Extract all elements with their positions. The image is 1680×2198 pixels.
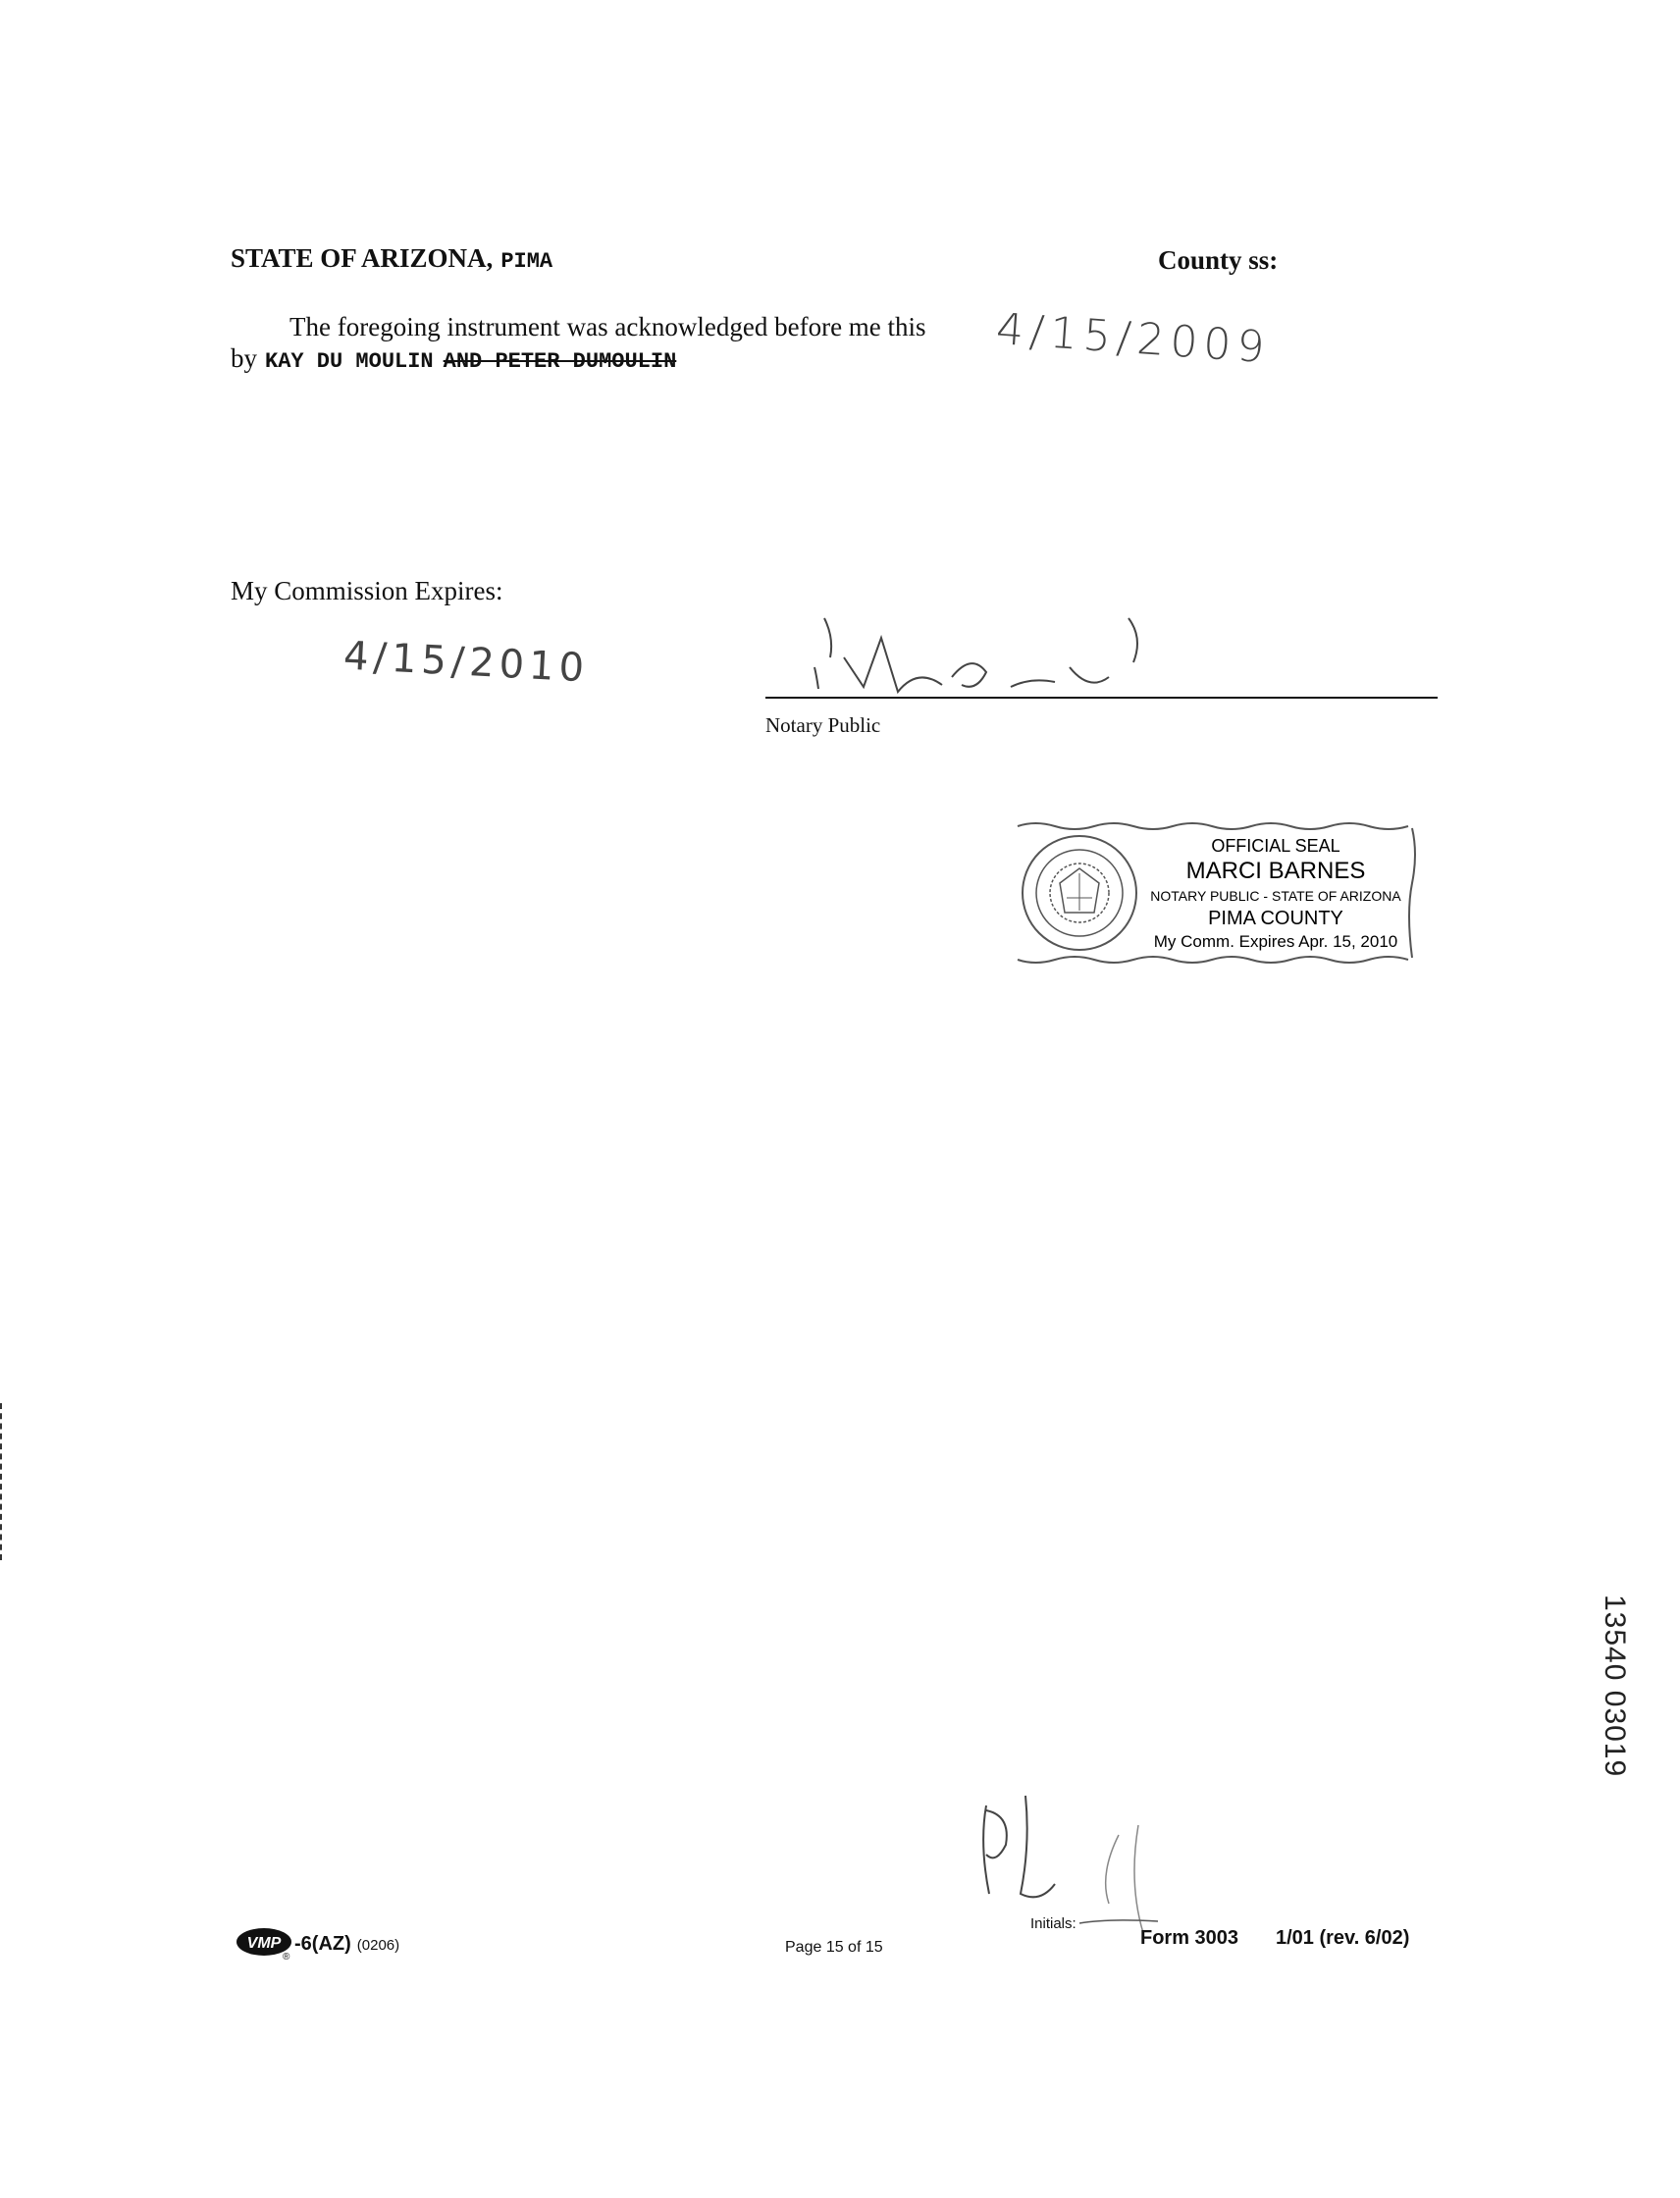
- by-prefix: by: [231, 343, 257, 373]
- form-code-date: (0206): [356, 1937, 400, 1954]
- seal-notary-name: MARCI BARNES: [1185, 858, 1366, 884]
- arizona-seal-icon: [1023, 836, 1136, 950]
- vmp-logo: [236, 1927, 292, 1965]
- page-number: Page 15 of 15: [785, 1939, 883, 1956]
- vmp-logo-text: VMP: [246, 1935, 282, 1952]
- signature-line: [765, 697, 1438, 699]
- side-recording-number-graphic: [1592, 1595, 1641, 1859]
- handwritten-ack-date-text: 4/15/2009: [994, 304, 1273, 373]
- side-recording-number-text: 13540 03019: [1599, 1595, 1631, 1778]
- notary-signature: [805, 599, 1187, 706]
- footer-form-code: [294, 1933, 399, 1956]
- svg-text:®: ®: [283, 1952, 290, 1961]
- seal-line-3: My Comm. Expires Apr. 15, 2010: [1153, 932, 1398, 951]
- seal-line-1: NOTARY PUBLIC - STATE OF ARIZONA: [1150, 888, 1401, 904]
- form-revision: 1/01 (rev. 6/02): [1276, 1927, 1410, 1949]
- handwritten-commission-date: [339, 628, 604, 697]
- struck-signer-name: AND PETER DUMOULIN: [443, 349, 677, 374]
- signer-name: KAY DU MOULIN: [265, 349, 434, 374]
- county-name: PIMA: [500, 249, 553, 274]
- handwritten-commission-date-text: 4/15/2010: [341, 633, 591, 692]
- vmp-logo-icon: [236, 1927, 292, 1961]
- form-id: Form 3003: [1140, 1927, 1239, 1949]
- form-code: -6(AZ): [294, 1933, 351, 1955]
- county-ss-label: County ss:: [1158, 245, 1279, 275]
- handwritten-ack-date: [991, 304, 1295, 373]
- official-seal-stamp: [1006, 814, 1423, 971]
- seal-line-2: PIMA COUNTY: [1208, 908, 1343, 929]
- notary-public-label: Notary Public: [765, 713, 881, 737]
- side-recording-number: [1592, 1595, 1641, 1859]
- acknowledgment-text: The foregoing instrument was acknowledged before me this: [289, 312, 926, 341]
- commission-expires-label: My Commission Expires:: [231, 576, 503, 605]
- state-label: STATE OF ARIZONA,: [231, 243, 494, 273]
- state-heading: [231, 243, 552, 274]
- left-edge-mark: [0, 1403, 4, 1560]
- signer-line: [231, 343, 676, 374]
- seal-title: OFFICIAL SEAL: [1211, 836, 1340, 856]
- initials-label: Initials:: [1030, 1915, 1076, 1932]
